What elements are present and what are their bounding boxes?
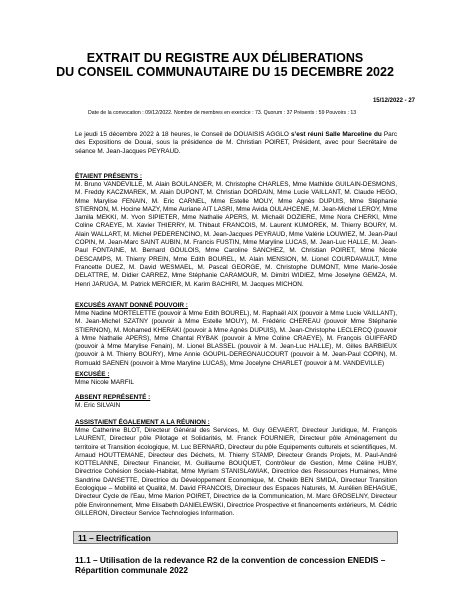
deliberation-reference: 15/12/2022 - 27 bbox=[372, 98, 415, 104]
absent-list: M. Eric SILVAIN bbox=[75, 402, 121, 409]
intro-paragraph bbox=[75, 131, 397, 156]
excusee-heading: EXCUSÉE : bbox=[75, 371, 110, 378]
subsection-title: 11.1 – Utilisation de la redevance R2 de la convention de concession ENEDIS – Répartition communale 2022 bbox=[75, 555, 386, 575]
intro-text-end: Parc des Expositions de Douai, sous la présidence de M. Christian POIRET, Président, avec pour Secrétaire de séance M. Jean-Jacques PEYRAUD. bbox=[75, 131, 398, 155]
pouvoirs-list: Mme Nadine MORTELETTE (pouvoir à Mme Edith BOUREL), M. Raphaël AIX (pouvoir à Mme Lucie VAILLANT), M. Jean-Michel SZATNY (pouvoir à Mme Estelle MOUY), M. Frédéric CHEREAU (pouvoir Mme Stéphanie STIERNON), M. Mohamed KHERAKI (pouvoir à Mme Agnès DUPUIS), M. Jean-Christophe LECLERCQ (pouvoir à Mme Nathalie APERS), Mme Chantal RYBAK (pouvoir à Mme Coline CRAEYE), M. François GUIFFARD (pouvoir à Mme Marylise Fenain), M. Lionel BLASSEL (pouvoir à M. Jean-Luc HALLE), M. Gilles BARBIEUX (pouvoir à M. Thierry BOURY), Mme Annie GOUPIL-DEREGNAUCOURT (pouvoir à M. Jean-Paul COPIN), M. Romuald SAENEN (pouvoir à Mme Maryline LUCAS), Mme Jocelyne CHARLET (pouvoir à M. VANDEVILLE) bbox=[75, 310, 397, 367]
assistaient-heading: ASSISTAIENT ÉGALEMENT A LA RÉUNION : bbox=[75, 419, 210, 426]
presents-list: M. Bruno VANDEVILLE, M. Alain BOULANGER, M. Christophe CHARLES, Mme Mathilde GUILAIN-DESMONS, M. Freddy KACZMAREK, M. Alain DUPONT, M. Christian DORDAIN, Mme Lucie VAILLANT, M. Claude HEGO, Mme Marylise FENAIN, M. Eric CARNEL, Mme Estelle MOUY, Mme Agnès DUPUIS, Mme Stéphanie STIERNON, M. Hocine MAZY, Mme Auriane AIT LASRI, Mme Avida OULAHCENE, M. Jean-Michel LEROY, Mme Jamila MEKKI, M. Yvon SIPIETER, Mme Nathalie APERS, M. Michaël DOZIERE, Mme Nora CHERKI, Mme Coline CRAEYE, M. Xavier THIERRY, M. Thibaut FRANCOIS, M. Laurent KUMOREK, M. Thierry BOURY, M. Alain WALLART, M. Michel PEDERENCINO, M. Jean-Jacques PEYRAUD, Mme Valérie LOUWIEZ, M. Jean-Paul COPIN, M. Jean-Marc SAINT AUBIN, M. Francis FUSTIN, Mme Maryline LUCAS, M. Jean-Luc HALLE, M. Jean-Paul FONTAINE, M. Bernard GOULOIS, Mme Caroline SANCHEZ, M. Christian POIRET, Mme Nicole DESCAMPS, M. Thierry PREIN, Mme Edith BOUREL, M. Alain MENSION, M. Lionel COURDAVAULT, Mme Francette DUEZ, M. David WESMAEL, M. Pascal GEORGE, M. Christophe DUMONT, Mme Marie-Josée DELATTRE, M. Didier CARREZ, Mme Stéphanie CARAMOUR, M. Dimitri WIDIEZ, Mme Joselyne GEMZA, M. Henri JARUGA, M. Patrick MERCIER, M. Karim BACHIRI, M. Jacques MICHON. bbox=[75, 181, 397, 288]
intro-text-start: Le jeudi 15 décembre 2022 à 18 heures, le Conseil de DOUAISIS AGGLO bbox=[75, 131, 289, 138]
document-title-line-1: EXTRAIT DU REGISTRE AUX DÉLIBERATIONS bbox=[86, 51, 364, 65]
excusee-list: Mme Nicole MARFIL bbox=[75, 379, 134, 386]
absent-heading: ABSENT REPRÉSENTÉ : bbox=[75, 394, 151, 401]
section-header bbox=[73, 531, 398, 544]
intro-text-bold: s’est réuni Salle Marceline du bbox=[290, 131, 382, 138]
section-title: 11 – Electrification bbox=[78, 533, 151, 543]
convocation-info: Date de la convocation : 09/12/2022. Nombre de membres en exercice : 73. Quorum : 37 Présents : 59 Pouvoirs : 13 bbox=[88, 110, 357, 116]
presents-heading: ÉTAIENT PRÉSENTS : bbox=[75, 173, 142, 180]
assistaient-list: Mme Catherine BLOT, Directeur Général des Services, M. Guy GEVAERT, Directeur Juridique, M. François LAURENT, Directeur pôle Pilotage et Solidarités, M. Franck FOURNIER, Directeur pôle Aménagement du territoire et Transition écologique, M. Luc BERNARD, Directeur du pôle Equipements culturels et scientifiques, M. Arnaud HOUTTEMANE, Directeur des Déchets, M. Thierry STAMP, Directeur Grands Projets, M. Paul-André KOTTELANNE, Directeur Financier, M. Guillaume BOUQUET, Contrôleur de Gestion, Mme Céline HUBY, Directrice Cohésion Sociale-Habitat, Mme Myriam STANISLAWIAK, Directrice des Ressources Humaines, Mme Sandrine DANSETTE, Directrice du Développement Economique, M. Chekib BEN SMIDA, Directeur Transition Ecologique – Mobilité et Qualité, M. David FRANCOIS, Directeur des Espaces Naturels, M. Aurélien BEHAGUE, Directeur Cycle de l’Eau, Mme Marion POIRET, Directrice de la Communication, M. Marc GROSELNY, Directeur pôle Environnement, Mme Elisabeth DANIELEWSKI, Directrice Prospective et financements extérieurs, M. Cédric GILLERON, Directeur Service Technologies Information. bbox=[75, 427, 397, 517]
document-title-line-2: DU CONSEIL COMMUNAUTAIRE DU 15 DECEMBRE 2022 bbox=[56, 65, 394, 79]
pouvoirs-heading: EXCUSÉS AYANT DONNÉ POUVOIR : bbox=[75, 302, 188, 309]
